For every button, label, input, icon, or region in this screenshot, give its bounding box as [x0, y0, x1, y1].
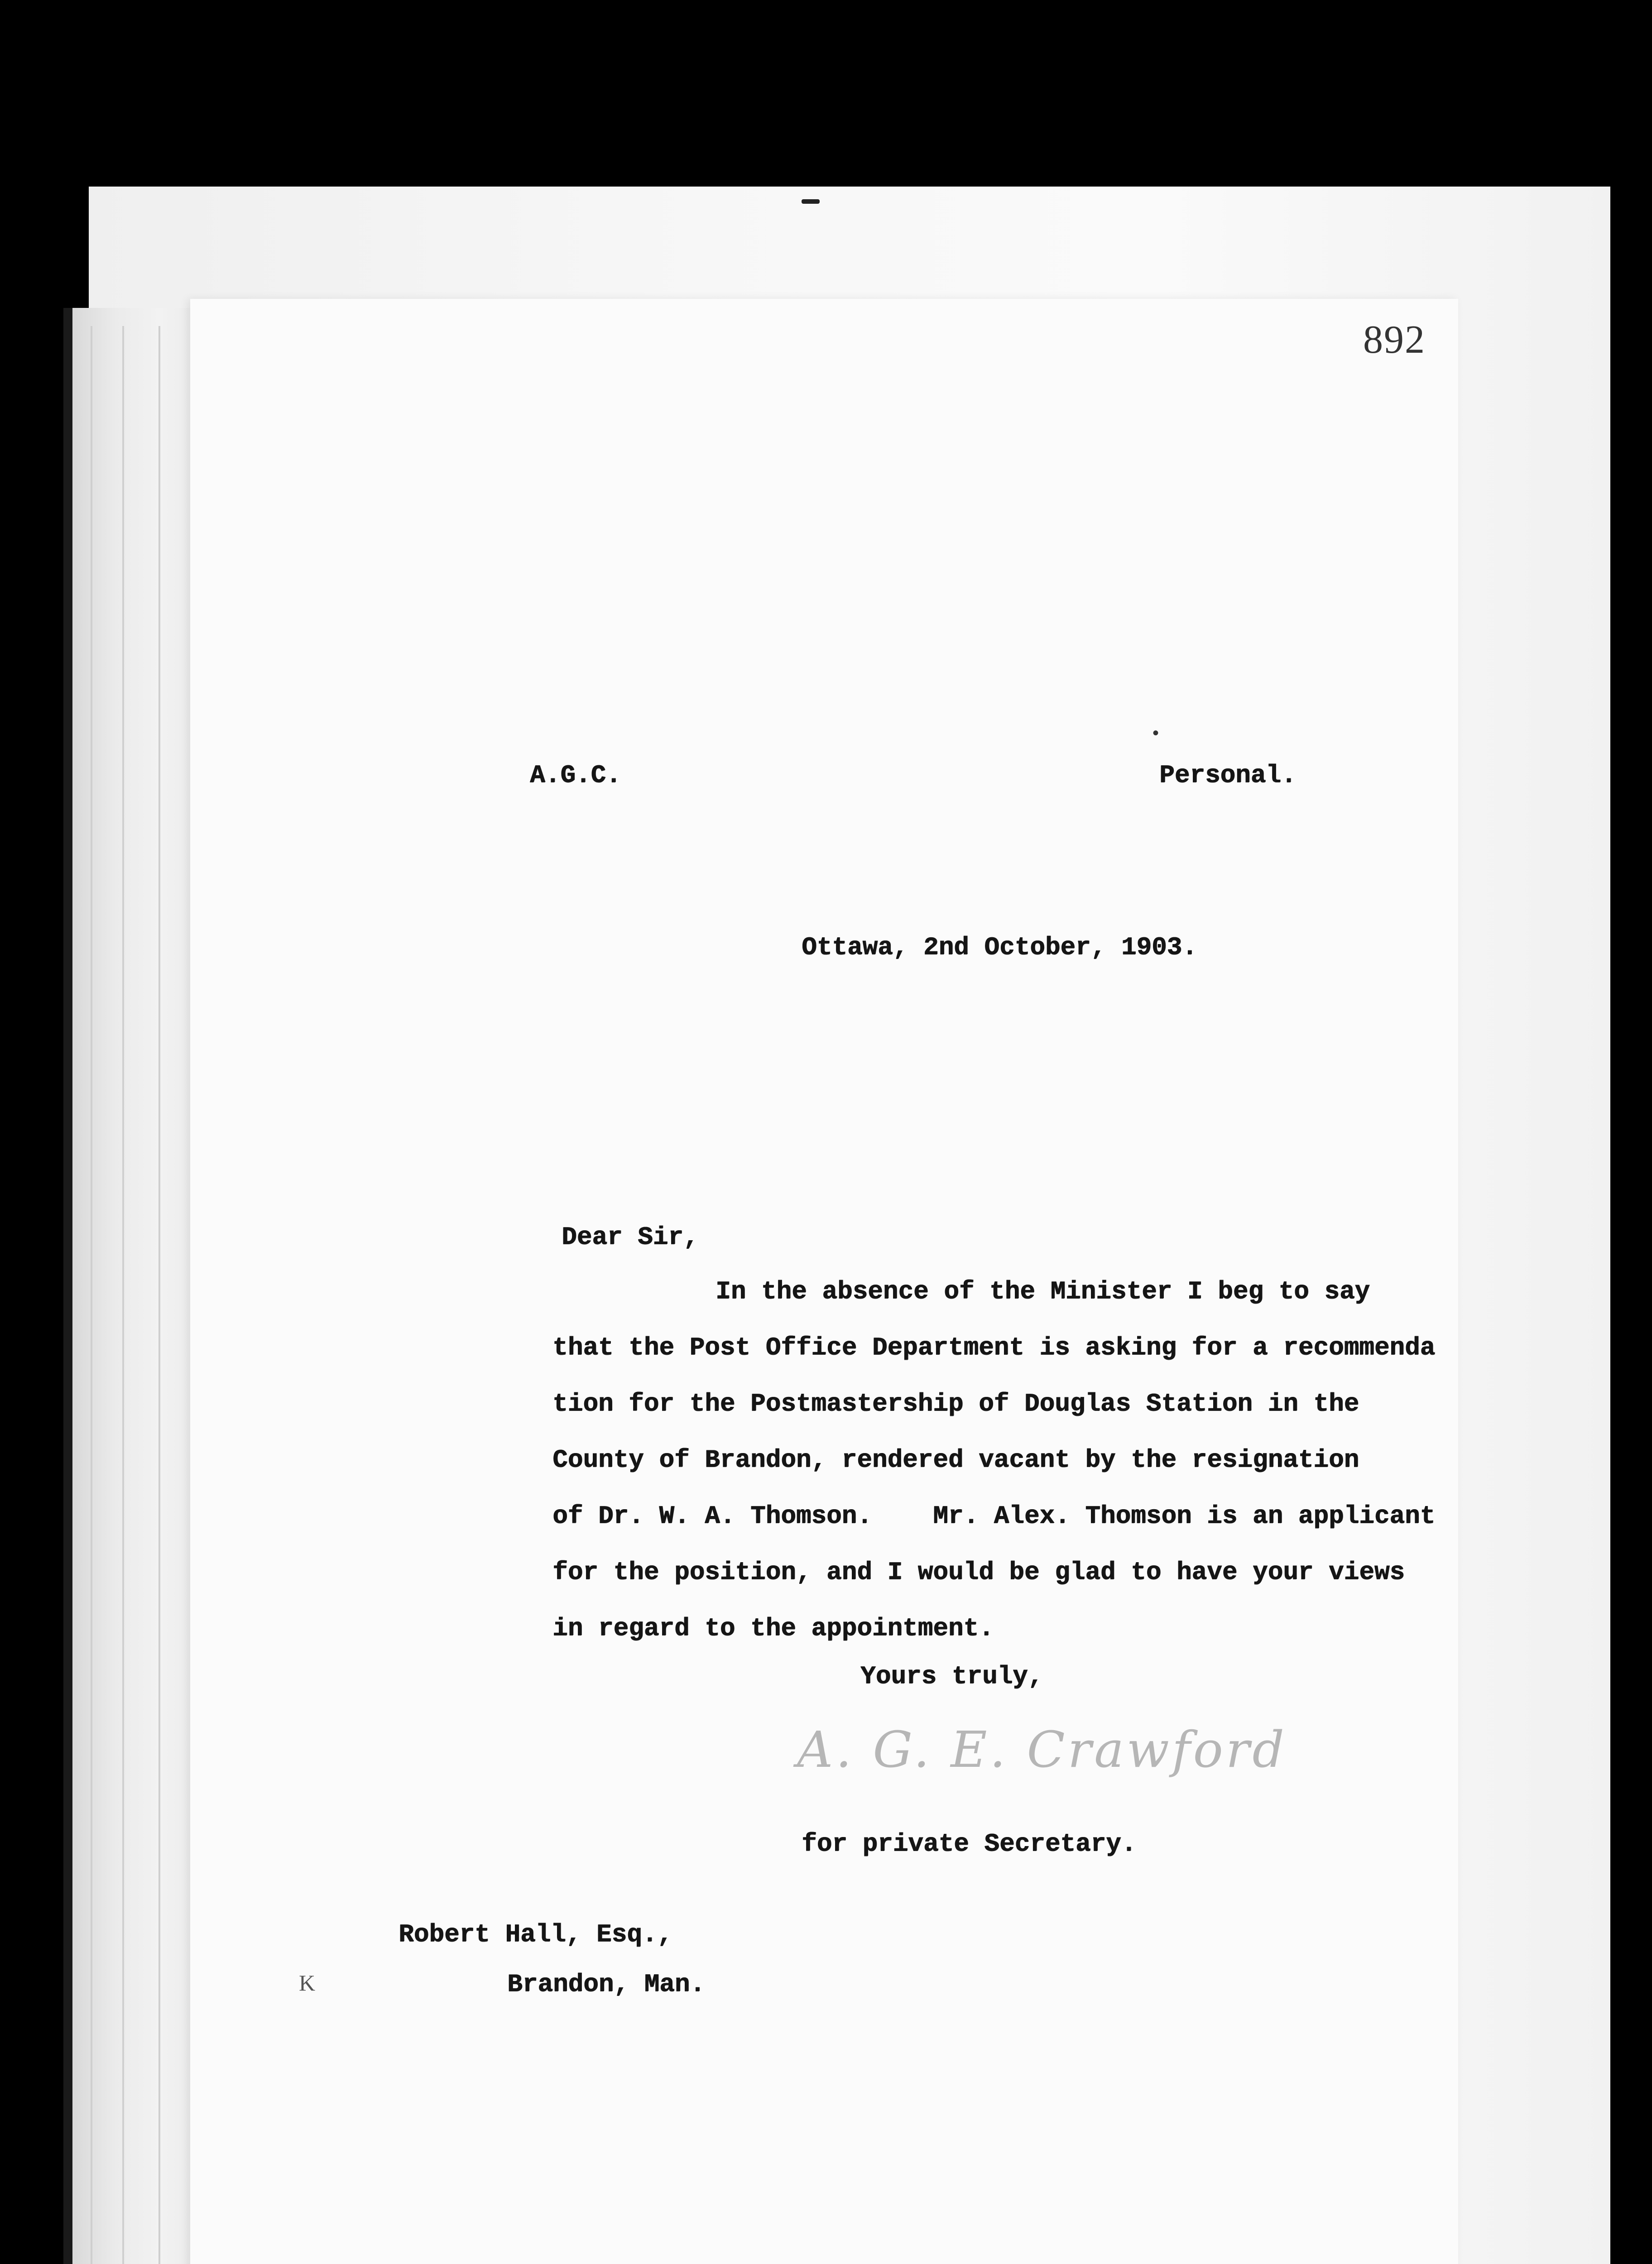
- closing: Yours truly,: [860, 1662, 1043, 1691]
- handwritten-signature: A. G. E. Crawford: [797, 1721, 1287, 1779]
- letter-body: [552, 1263, 1476, 1671]
- body-line: tion for the Postmastership of Douglas Station in the: [552, 1389, 1359, 1418]
- film-notch: [802, 199, 820, 204]
- body-line: In the absence of the Minister I beg to say: [716, 1277, 1370, 1306]
- margin-mark: K: [299, 1970, 316, 1995]
- body-line: of Dr. W. A. Thomson. Mr. Alex. Thomson is an applicant: [552, 1501, 1436, 1530]
- body-line: County of Brandon, rendered vacant by the resignation: [552, 1445, 1359, 1474]
- page-number: 892: [1363, 318, 1426, 362]
- ink-speck: •: [1150, 724, 1162, 745]
- page-edge-line: [158, 326, 160, 2264]
- signer-title: for private Secretary.: [802, 1829, 1137, 1858]
- addressee-place: Brandon, Man.: [507, 1970, 705, 1999]
- body-line: that the Post Office Department is asking for a recommenda: [552, 1333, 1436, 1362]
- page-edge-line: [122, 326, 124, 2264]
- place-date: Ottawa, 2nd October, 1903.: [802, 933, 1197, 962]
- salutation: Dear Sir,: [562, 1223, 699, 1252]
- body-line: for the position, and I would be glad to have your views: [552, 1558, 1405, 1587]
- page-edge-line: [91, 326, 92, 2264]
- personal-mark: Personal.: [1159, 761, 1297, 790]
- addressee-name: Robert Hall, Esq.,: [399, 1920, 672, 1949]
- body-line: in regard to the appointment.: [552, 1614, 994, 1643]
- sender-initials: A.G.C.: [530, 761, 621, 790]
